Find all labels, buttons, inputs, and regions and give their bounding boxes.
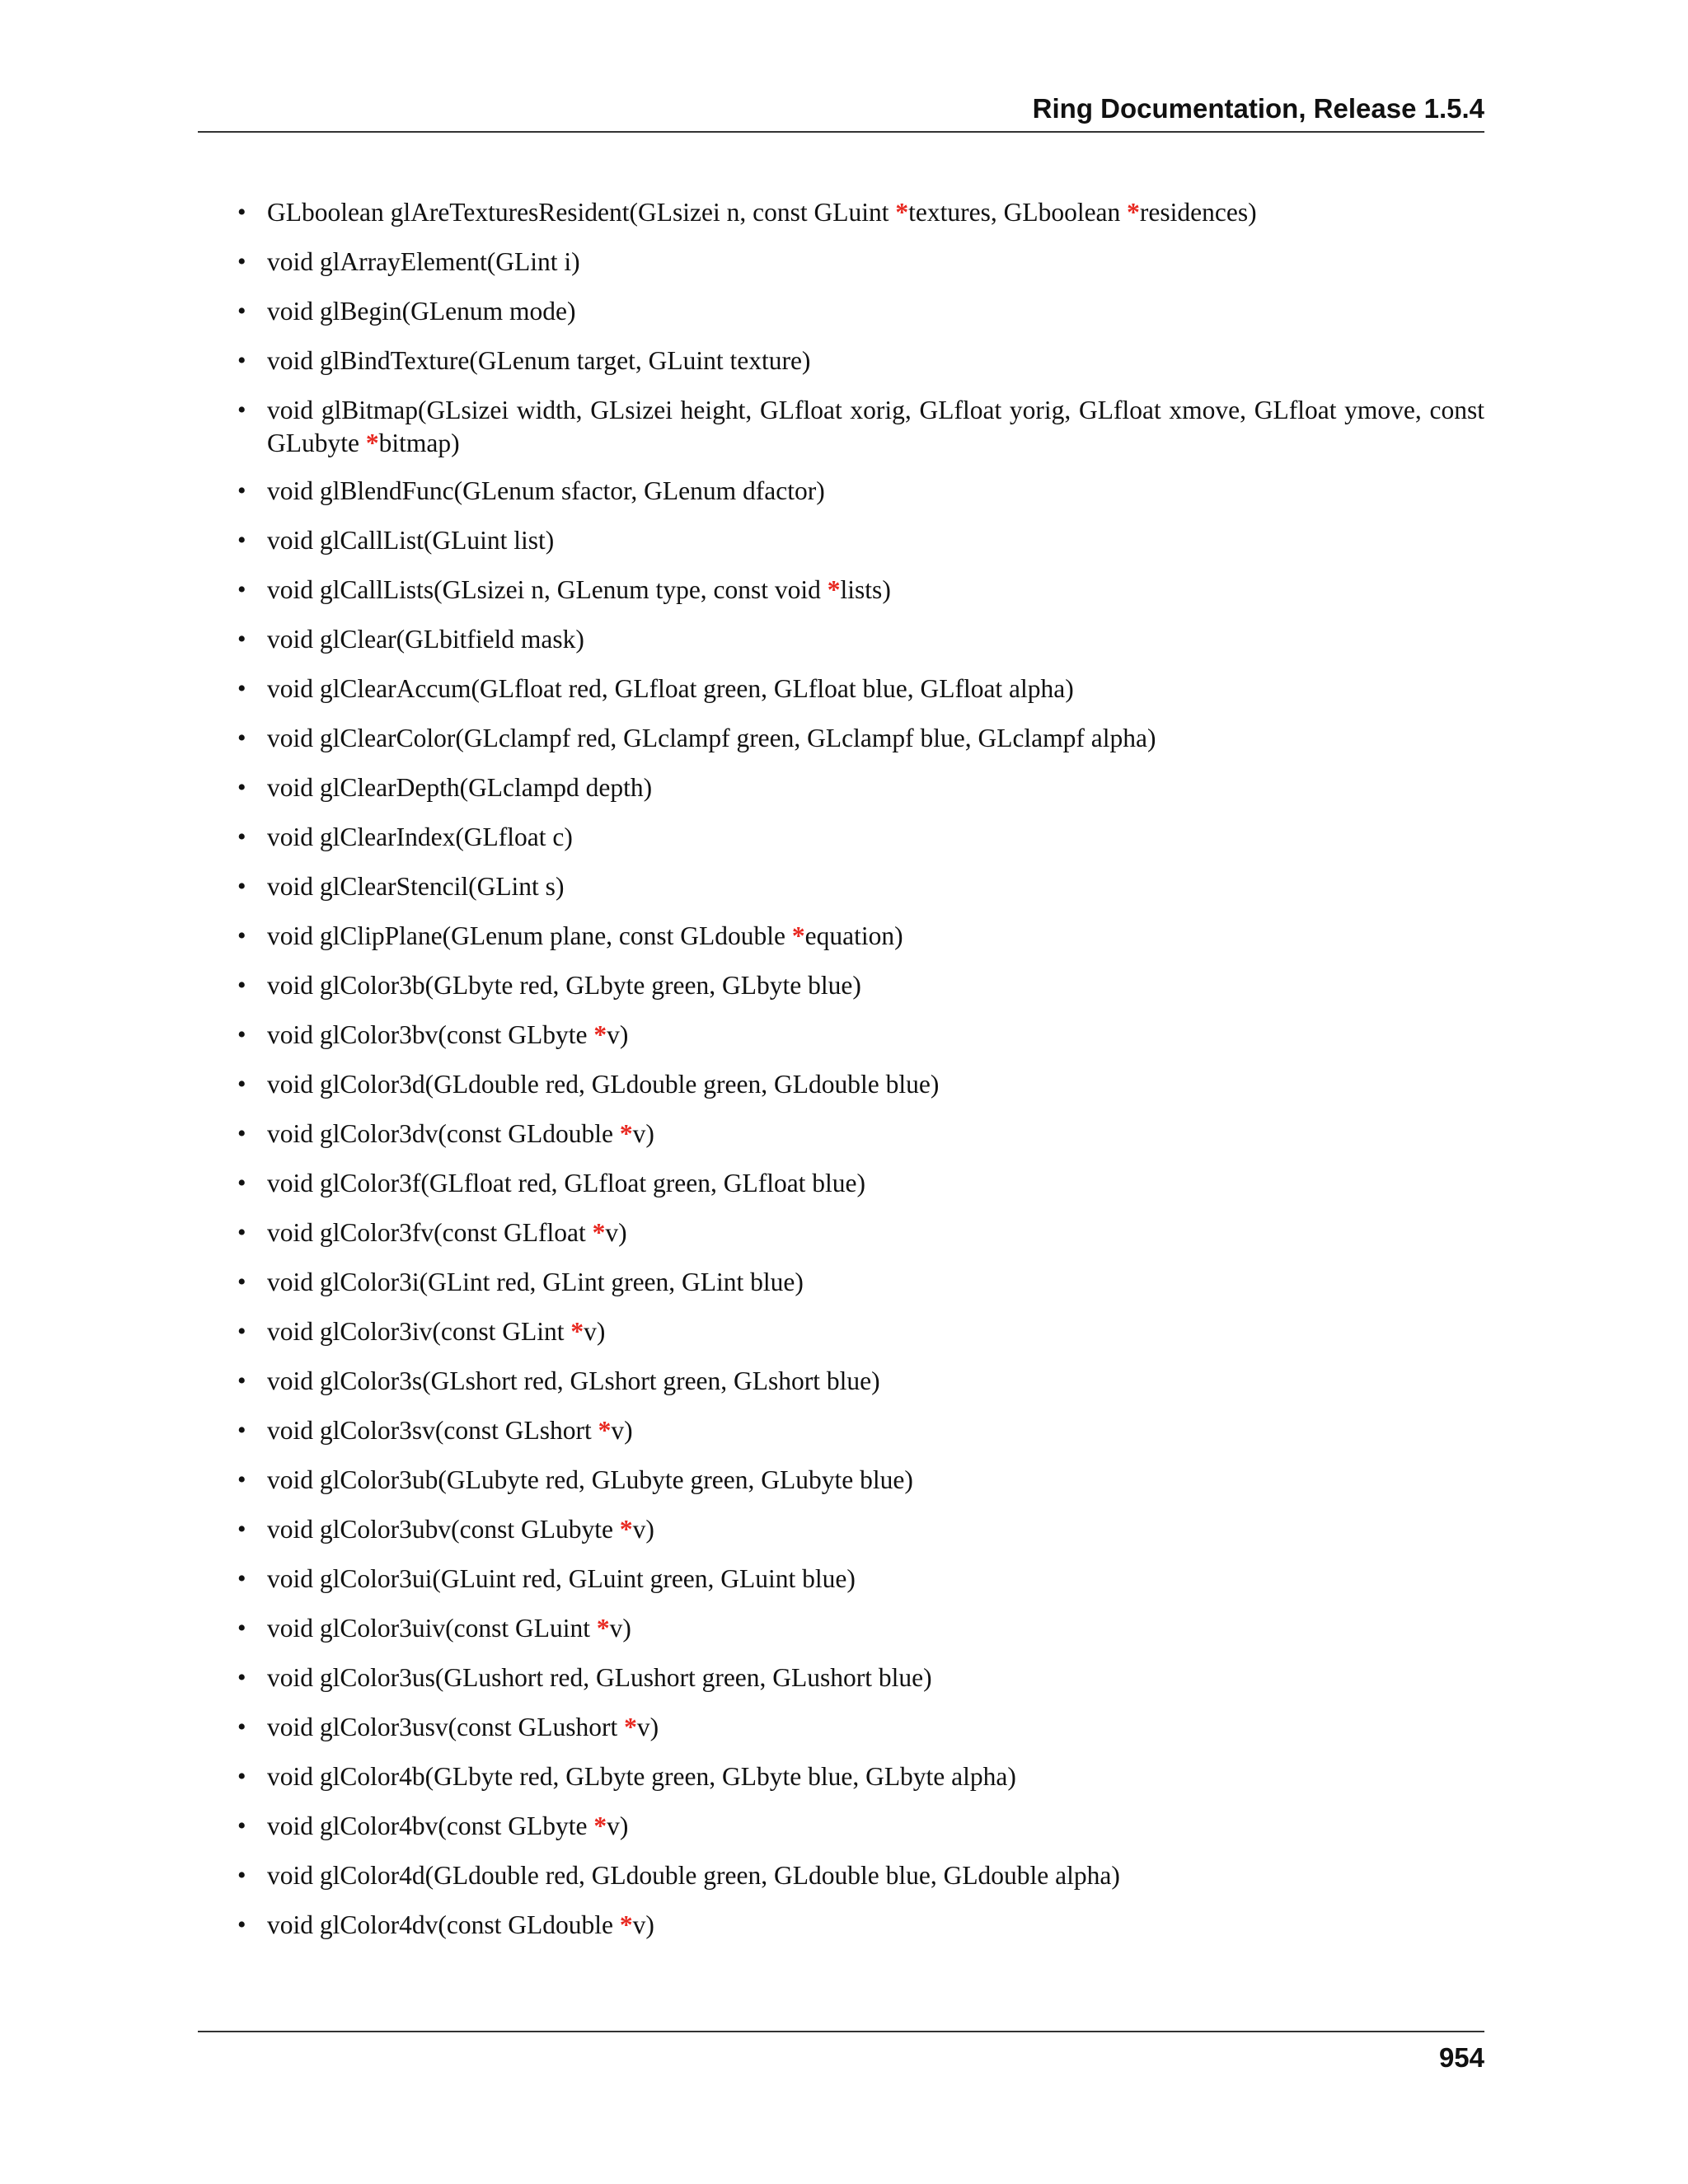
bullet-icon: •: [237, 1713, 246, 1741]
signature-text: void glClearAccum(GLfloat red, GLfloat green, GLfloat blue, GLfloat alpha): [267, 674, 1074, 703]
function-list-item: [198, 1464, 1484, 1497]
signature-text: void glColor3s(GLshort red, GLshort green, GLshort blue): [267, 1366, 880, 1395]
pointer-asterisk: *: [827, 575, 841, 604]
signature-text: void glClear(GLbitfield mask): [267, 625, 584, 654]
bullet-icon: •: [237, 347, 246, 374]
function-list-item: [198, 1019, 1484, 1052]
pointer-asterisk: *: [619, 1910, 633, 1939]
signature-text: void glClearColor(GLclampf red, GLclampf green, GLclampf blue, GLclampf alpha): [267, 724, 1156, 752]
signature-text: void glBitmap(GLsizei width, GLsizei height, GLfloat xorig, GLfloat yorig, GLfloat xmove, GLfloat ymove, const GLubyte: [267, 396, 1484, 457]
signature-text: void glColor3sv(const GLshort: [267, 1416, 598, 1445]
signature-text: v): [632, 1515, 654, 1544]
bullet-icon: •: [237, 873, 246, 900]
bullet-icon: •: [237, 1417, 246, 1444]
signature-text: v): [636, 1713, 659, 1741]
signature-text: void glColor3ubv(const GLubyte: [267, 1515, 620, 1544]
function-list-item: [198, 920, 1484, 953]
function-list-item: [198, 1365, 1484, 1398]
bullet-icon: •: [237, 1169, 246, 1197]
function-list-item: [198, 196, 1484, 229]
function-list-item: [198, 1563, 1484, 1596]
signature-text: void glBegin(GLenum mode): [267, 297, 576, 326]
signature-text: v): [632, 1119, 654, 1148]
signature-text: void glClearStencil(GLint s): [267, 872, 565, 901]
pointer-asterisk: *: [598, 1416, 612, 1445]
function-list-item: [198, 1612, 1484, 1645]
signature-text: void glColor3i(GLint red, GLint green, GLint blue): [267, 1268, 804, 1296]
signature-text: void glBlendFunc(GLenum sfactor, GLenum dfactor): [267, 476, 825, 505]
page-number: 954: [1438, 2042, 1484, 2073]
bullet-icon: •: [237, 1862, 246, 1889]
pointer-asterisk: *: [619, 1515, 633, 1544]
function-list-item: [198, 870, 1484, 903]
document-title: Ring Documentation, Release 1.5.4: [1032, 93, 1484, 124]
signature-text: residences): [1139, 198, 1257, 227]
function-list-item: [198, 1859, 1484, 1892]
function-list-item: [198, 1216, 1484, 1249]
signature-text: void glColor4b(GLbyte red, GLbyte green, GLbyte blue, GLbyte alpha): [267, 1762, 1016, 1791]
function-list-item: [198, 969, 1484, 1002]
signature-text: void glColor3bv(const GLbyte: [267, 1020, 594, 1049]
signature-text: void glColor3uiv(const GLuint: [267, 1614, 597, 1643]
pointer-asterisk: *: [365, 429, 379, 457]
bullet-icon: •: [237, 1318, 246, 1345]
function-list-item: [198, 1118, 1484, 1151]
bullet-icon: •: [237, 626, 246, 653]
signature-text: void glColor3d(GLdouble red, GLdouble green, GLdouble blue): [267, 1070, 940, 1099]
function-list-item: [198, 722, 1484, 755]
bullet-icon: •: [237, 1516, 246, 1543]
signature-text: lists): [840, 575, 891, 604]
signature-text: void glColor3ui(GLuint red, GLuint green, GLuint blue): [267, 1564, 856, 1593]
function-list-item: [198, 1414, 1484, 1447]
signature-text: void glArrayElement(GLint i): [267, 247, 580, 276]
function-list-item: [198, 344, 1484, 377]
bullet-icon: •: [237, 576, 246, 603]
pointer-asterisk: *: [592, 1218, 606, 1247]
signature-text: void glColor3us(GLushort red, GLushort green, GLushort blue): [267, 1663, 932, 1692]
signature-text: void glColor3f(GLfloat red, GLfloat green, GLfloat blue): [267, 1169, 866, 1197]
pointer-asterisk: *: [791, 921, 805, 950]
bullet-icon: •: [237, 527, 246, 554]
bullet-icon: •: [237, 922, 246, 949]
function-list-item: [198, 1068, 1484, 1101]
function-list-item: [198, 1167, 1484, 1200]
signature-text: v): [605, 1218, 627, 1247]
function-list-item: [198, 246, 1484, 279]
bullet-icon: •: [237, 1021, 246, 1048]
signature-text: v): [607, 1811, 629, 1840]
function-list-item: [198, 771, 1484, 804]
signature-text: void glColor3fv(const GLfloat: [267, 1218, 593, 1247]
signature-text: textures, GLboolean: [908, 198, 1128, 227]
bullet-icon: •: [237, 1466, 246, 1493]
bullet-icon: •: [237, 199, 246, 226]
signature-text: v): [632, 1910, 654, 1939]
bullet-icon: •: [237, 823, 246, 851]
signature-text: GLboolean glAreTexturesResident(GLsizei n, const GLuint: [267, 198, 896, 227]
signature-text: void glColor3dv(const GLdouble: [267, 1119, 620, 1148]
pointer-asterisk: *: [624, 1713, 637, 1741]
function-list-item: [198, 821, 1484, 854]
function-list-item: [198, 1513, 1484, 1546]
function-list-item: [198, 574, 1484, 607]
bullet-icon: •: [237, 675, 246, 702]
bullet-icon: •: [237, 972, 246, 999]
function-list-item: [198, 1909, 1484, 1942]
function-list-item: [198, 1810, 1484, 1843]
bullet-icon: •: [237, 298, 246, 325]
bullet-icon: •: [237, 1664, 246, 1691]
bullet-icon: •: [237, 1812, 246, 1840]
bullet-icon: •: [237, 1615, 246, 1642]
function-list: [198, 196, 1484, 1942]
bullet-icon: •: [237, 248, 246, 275]
signature-text: v): [609, 1614, 631, 1643]
function-list-item: [198, 475, 1484, 508]
function-list-item: [198, 1760, 1484, 1793]
signature-text: v): [607, 1020, 629, 1049]
signature-text: void glCallList(GLuint list): [267, 526, 555, 555]
pointer-asterisk: *: [596, 1614, 610, 1643]
bullet-icon: •: [237, 477, 246, 504]
signature-text: void glColor3iv(const GLint: [267, 1317, 571, 1346]
pointer-asterisk: *: [895, 198, 909, 227]
page-header: [198, 87, 1484, 133]
signature-text: bitmap): [378, 429, 460, 457]
bullet-icon: •: [237, 1120, 246, 1147]
function-list-item: [198, 524, 1484, 557]
bullet-icon: •: [237, 1367, 246, 1394]
function-list-item: [198, 673, 1484, 705]
bullet-icon: •: [237, 1071, 246, 1098]
function-list-item: [198, 1661, 1484, 1694]
page-footer: [198, 2031, 1484, 2082]
function-list-item: [198, 1315, 1484, 1348]
signature-text: void glColor3usv(const GLushort: [267, 1713, 625, 1741]
signature-text: void glColor4d(GLdouble red, GLdouble green, GLdouble blue, GLdouble alpha): [267, 1861, 1120, 1890]
signature-text: void glBindTexture(GLenum target, GLuint texture): [267, 346, 811, 375]
pointer-asterisk: *: [570, 1317, 584, 1346]
signature-text: equation): [804, 921, 903, 950]
bullet-icon: •: [237, 1219, 246, 1246]
pointer-asterisk: *: [1127, 198, 1140, 227]
signature-text: void glCallLists(GLsizei n, GLenum type, const void: [267, 575, 828, 604]
bullet-icon: •: [237, 1911, 246, 1938]
signature-text: void glColor3ub(GLubyte red, GLubyte green, GLubyte blue): [267, 1465, 913, 1494]
pointer-asterisk: *: [619, 1119, 633, 1148]
signature-text: void glClipPlane(GLenum plane, const GLdouble: [267, 921, 792, 950]
signature-text: void glColor4bv(const GLbyte: [267, 1811, 594, 1840]
bullet-icon: •: [237, 1268, 246, 1296]
bullet-icon: •: [237, 396, 246, 424]
bullet-icon: •: [237, 774, 246, 801]
signature-text: void glColor4dv(const GLdouble: [267, 1910, 620, 1939]
function-list-item: [198, 1711, 1484, 1744]
signature-text: v): [584, 1317, 606, 1346]
signature-text: void glColor3b(GLbyte red, GLbyte green, GLbyte blue): [267, 971, 861, 1000]
bullet-icon: •: [237, 724, 246, 752]
function-list-item: [198, 394, 1484, 460]
pointer-asterisk: *: [593, 1811, 607, 1840]
signature-text: void glClearDepth(GLclampd depth): [267, 773, 653, 802]
function-list-item: [198, 295, 1484, 328]
page-content: [198, 196, 1484, 1958]
pointer-asterisk: *: [593, 1020, 607, 1049]
function-list-item: [198, 623, 1484, 656]
bullet-icon: •: [237, 1565, 246, 1592]
bullet-icon: •: [237, 1763, 246, 1790]
function-list-item: [198, 1266, 1484, 1299]
signature-text: v): [611, 1416, 633, 1445]
signature-text: void glClearIndex(GLfloat c): [267, 823, 573, 851]
